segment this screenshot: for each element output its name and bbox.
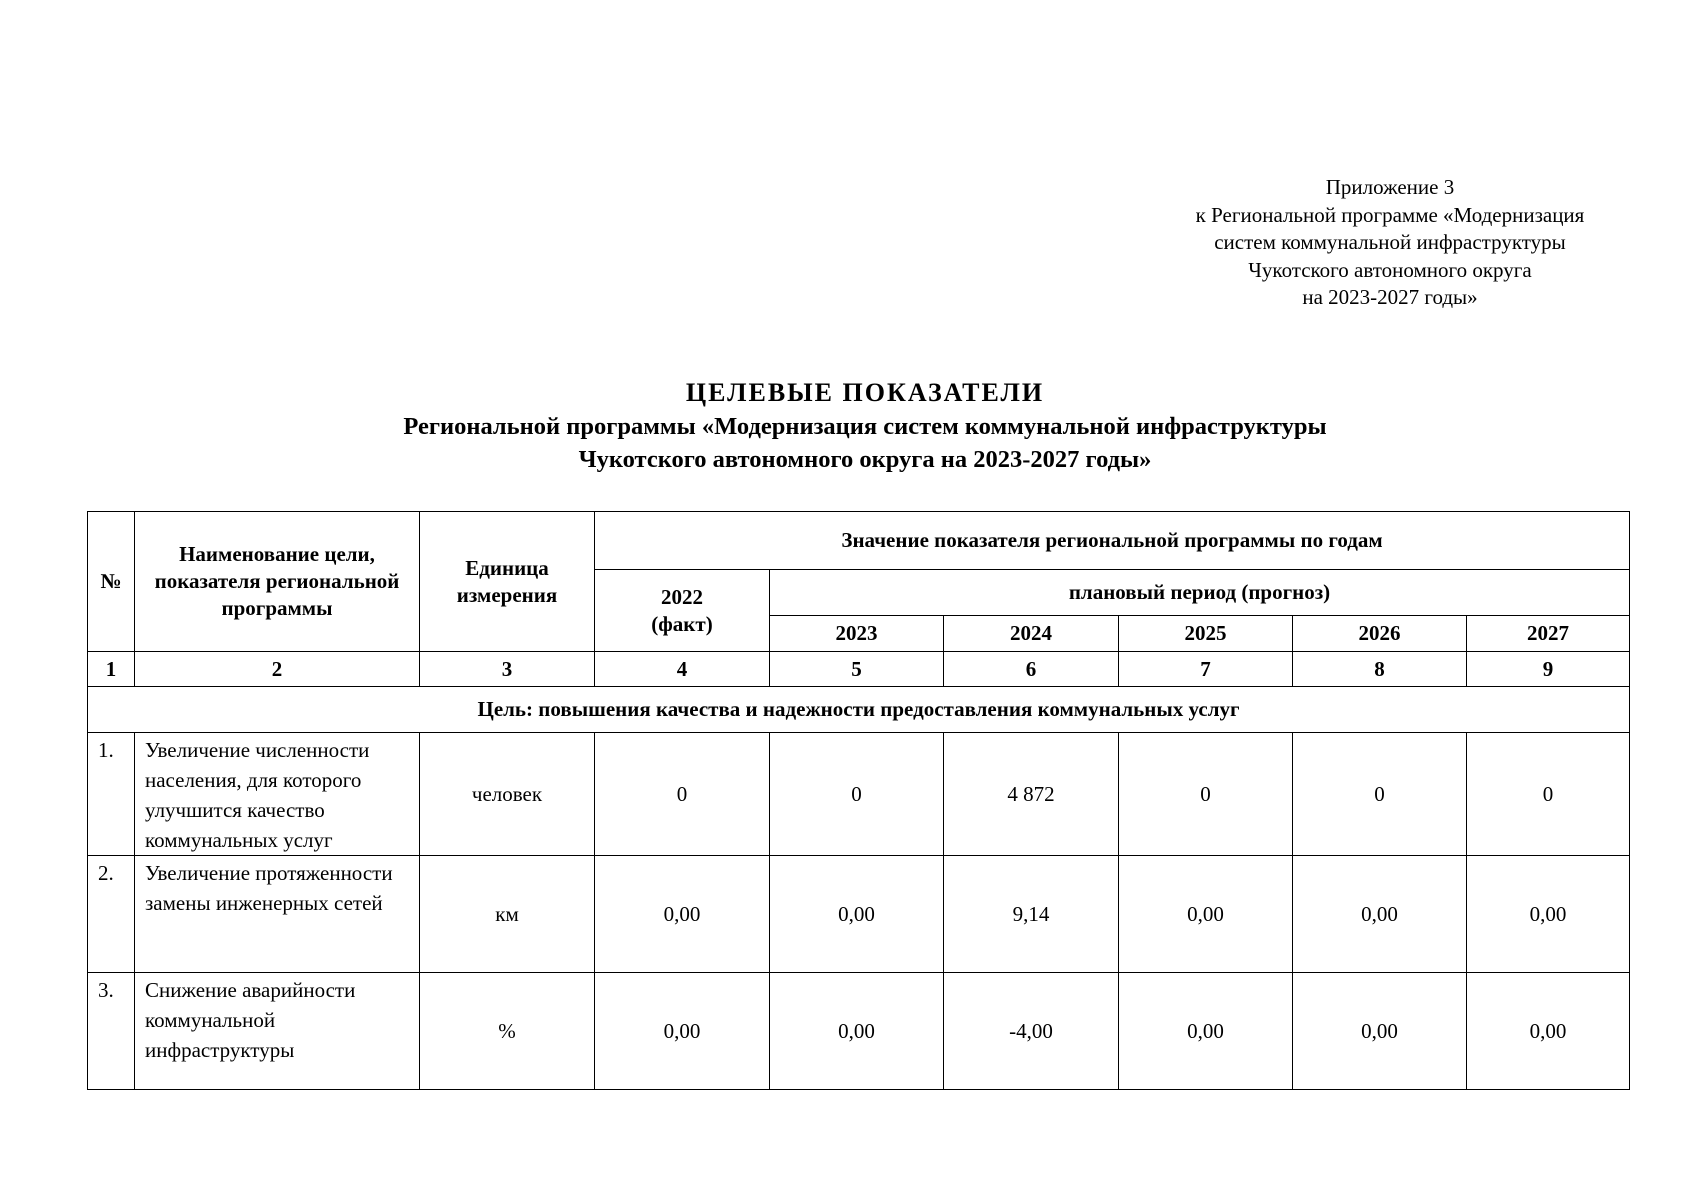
row-value: 0 (770, 733, 944, 856)
row-value: 0,00 (770, 856, 944, 973)
column-number: 1 (88, 652, 135, 687)
title-main: ЦЕЛЕВЫЕ ПОКАЗАТЕЛИ (685, 378, 1045, 407)
column-number: 8 (1293, 652, 1467, 687)
header-year: 2027 (1467, 616, 1630, 652)
column-number: 5 (770, 652, 944, 687)
document-title (0, 376, 1698, 476)
row-value: 0,00 (1467, 973, 1630, 1090)
title-sub-line-2: Чукотского автономного округа на 2023-2027 годы» (578, 446, 1152, 473)
annex-line: Чукотского автономного округа (1248, 257, 1532, 282)
header-values-by-year: Значение показателя региональной программы по годам (595, 512, 1630, 570)
row-num: 3. (88, 973, 135, 1090)
row-value: 0,00 (1293, 856, 1467, 973)
annex-header (1120, 174, 1660, 312)
row-name: Увеличение численности населения, для которого улучшится качество коммунальных услуг (135, 733, 420, 856)
row-num: 2. (88, 856, 135, 973)
row-value: 0,00 (1467, 856, 1630, 973)
header-year: 2023 (770, 616, 944, 652)
column-number: 3 (420, 652, 595, 687)
row-name: Снижение аварийности коммунальной инфраструктуры (135, 973, 420, 1090)
table-row (88, 856, 1630, 973)
table-row (88, 733, 1630, 856)
table-row (88, 973, 1630, 1090)
row-value: 0,00 (1119, 973, 1293, 1090)
row-value: 0,00 (1119, 856, 1293, 973)
column-number: 4 (595, 652, 770, 687)
row-value: 0,00 (595, 973, 770, 1090)
header-year: 2024 (944, 616, 1119, 652)
title-sub-line-1: Региональной программы «Модернизация систем коммунальной инфраструктуры (403, 413, 1327, 440)
column-number: 2 (135, 652, 420, 687)
annex-line: на 2023-2027 годы» (1302, 285, 1478, 309)
row-value: 0 (595, 733, 770, 856)
header-plan-period: плановый период (прогноз) (770, 570, 1630, 616)
row-value: 0 (1293, 733, 1467, 856)
header-year: 2026 (1293, 616, 1467, 652)
header-fact (595, 570, 770, 652)
row-num: 1. (88, 733, 135, 856)
row-unit: человек (420, 733, 595, 856)
annex-line: к Региональной программе «Модернизация (1195, 202, 1585, 227)
header-fact-year: 2022 (661, 584, 703, 609)
row-value: 0,00 (595, 856, 770, 973)
annex-line: систем коммунальной инфраструктуры (1214, 230, 1566, 254)
indicators-table (87, 511, 1630, 1090)
row-value: -4,00 (944, 973, 1119, 1090)
column-number: 9 (1467, 652, 1630, 687)
column-number: 6 (944, 652, 1119, 687)
row-value: 0 (1467, 733, 1630, 856)
row-value: 4 872 (944, 733, 1119, 856)
header-unit: Единица измерения (420, 512, 595, 652)
goal-row: Цель: повышения качества и надежности предоставления коммунальных услуг (88, 687, 1630, 733)
row-value: 0,00 (770, 973, 944, 1090)
row-unit: % (420, 973, 595, 1090)
row-value: 0 (1119, 733, 1293, 856)
annex-line: Приложение 3 (1325, 175, 1455, 199)
row-name: Увеличение протяженности замены инженерных сетей (135, 856, 420, 973)
row-value: 9,14 (944, 856, 1119, 973)
header-year: 2025 (1119, 616, 1293, 652)
row-unit: км (420, 856, 595, 973)
header-num: № (88, 512, 135, 652)
column-number: 7 (1119, 652, 1293, 687)
header-name: Наименование цели, показателя региональной программы (135, 512, 420, 652)
header-fact-label: (факт) (651, 611, 713, 636)
row-value: 0,00 (1293, 973, 1467, 1090)
